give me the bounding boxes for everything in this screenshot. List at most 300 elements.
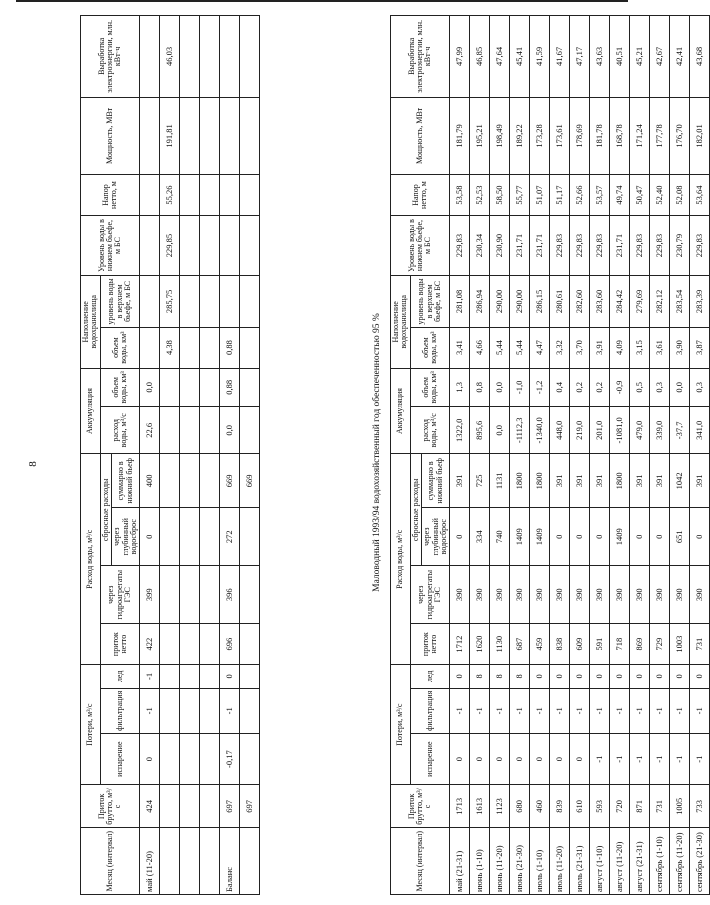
table-cell: 895,6	[470, 407, 490, 454]
table-cell: 390	[550, 566, 570, 624]
header-flow: Расход воды, м³/с	[391, 454, 411, 665]
table-cell: 3,41	[450, 327, 470, 368]
table-cell: 391	[570, 454, 590, 508]
table-row	[220, 16, 240, 895]
table-cell: 460	[530, 785, 550, 828]
table-cell: 43,63	[590, 16, 610, 98]
table-cell: 50,47	[630, 175, 650, 216]
table-cell: 448,0	[550, 407, 570, 454]
table-cell: 334	[470, 508, 490, 566]
table-cell: 422	[140, 624, 160, 665]
table-cell: -1112,3	[510, 407, 530, 454]
table-cell: -1	[530, 688, 550, 733]
header-deep-outlet: через глубинный водосброс	[422, 508, 450, 566]
table-cell	[200, 454, 220, 508]
table-cell: 871	[630, 785, 650, 828]
header-turbines: через гидроагрегаты ГЭС	[410, 566, 450, 624]
table-cell: 0,8	[470, 368, 490, 407]
table-cell	[180, 688, 200, 733]
table-cell: 0	[140, 733, 160, 785]
header-inflow-gross: Приток брутто, м³/с	[81, 785, 140, 828]
table-cell: 0	[490, 733, 510, 785]
table-cell: 1003	[670, 624, 690, 665]
table-cell	[220, 276, 240, 328]
table-cell: 42,41	[670, 16, 690, 98]
header-acc-volume: объем воды, км³	[100, 368, 140, 407]
table-cell: 177,78	[650, 97, 670, 174]
table-cell: 0,0	[220, 407, 240, 454]
table-cell: 178,69	[570, 97, 590, 174]
table-cell	[220, 215, 240, 275]
table-cell: 0,88	[220, 368, 240, 407]
table-cell: -1	[670, 688, 690, 733]
table-cell: 1042	[670, 454, 690, 508]
table-cell: 3,61	[650, 327, 670, 368]
table-cell	[240, 733, 260, 785]
table-cell: 839	[550, 785, 570, 828]
row-label: июль (1-10)	[530, 828, 550, 895]
table-cell: 0	[610, 665, 630, 689]
table-cell: 176,70	[670, 97, 690, 174]
table-cell: 459	[530, 624, 550, 665]
table-cell: -1	[470, 688, 490, 733]
table-cell: 182,01	[690, 97, 710, 174]
header-total-lower: суммарно в нижний бьеф	[422, 454, 450, 508]
table-cell: 282,12	[650, 276, 670, 328]
table-cell: 281,08	[450, 276, 470, 328]
table-cell: 0	[220, 665, 240, 689]
table-cell: 198,49	[490, 97, 510, 174]
table-cell: -37,7	[670, 407, 690, 454]
table-cell	[160, 733, 180, 785]
table-cell: 0	[570, 733, 590, 785]
table-cell: 3,32	[550, 327, 570, 368]
table-cell: 697	[220, 785, 240, 828]
table-cell: 47,99	[450, 16, 470, 98]
table-cell: 0,0	[140, 368, 160, 407]
table-cell	[160, 454, 180, 508]
table-row	[650, 16, 670, 895]
table-cell: 279,69	[630, 276, 650, 328]
table-cell	[200, 97, 220, 174]
table-cell: 0	[650, 508, 670, 566]
table-cell: 290,00	[490, 276, 510, 328]
table-cell: 0	[690, 665, 710, 689]
table-cell: 0	[590, 508, 610, 566]
table-cell: 0	[530, 733, 550, 785]
table-cell: 390	[570, 566, 590, 624]
table-cell	[240, 16, 260, 98]
table-cell: 0,3	[690, 368, 710, 407]
table-cell: 272	[220, 508, 240, 566]
table-cell	[180, 16, 200, 98]
row-label: июль (21-31)	[570, 828, 590, 895]
table-cell: 230,79	[670, 215, 690, 275]
table-cell	[220, 97, 240, 174]
table-cell	[180, 454, 200, 508]
table-cell: 229,83	[590, 215, 610, 275]
table-cell: 0	[570, 665, 590, 689]
table-cell: 53,64	[690, 175, 710, 216]
table-cell: 4,09	[610, 327, 630, 368]
table-cell: 5,44	[490, 327, 510, 368]
table-cell	[180, 97, 200, 174]
table-cell: 1130	[490, 624, 510, 665]
table-cell: 0	[630, 508, 650, 566]
header-fill-volume: объем воды, км³	[410, 327, 450, 368]
table-cell: 53,57	[590, 175, 610, 216]
table-cell: -1	[610, 688, 630, 733]
table-cell: -1	[510, 688, 530, 733]
table-row	[590, 16, 610, 895]
header-month: Месяц (интервал)	[391, 828, 450, 895]
table-cell: 0	[550, 665, 570, 689]
table-row	[530, 16, 550, 895]
table-cell: 173,61	[550, 97, 570, 174]
table-cell: 1800	[610, 454, 630, 508]
header-upper-level: уровень воды в верхнем бьефе, м БС	[100, 276, 140, 328]
header-lower-level: Уровень воды в нижнем бьефе, м БС	[81, 215, 140, 275]
table-cell	[160, 407, 180, 454]
table-cell: -1	[550, 688, 570, 733]
table-cell: 341,0	[690, 407, 710, 454]
table-cell: 52,66	[570, 175, 590, 216]
table-cell: 1409	[530, 508, 550, 566]
table-cell	[180, 733, 200, 785]
table-cell: 390	[510, 566, 530, 624]
table-cell: 229,85	[160, 215, 180, 275]
table-cell: 718	[610, 624, 630, 665]
table-cell	[200, 215, 220, 275]
table-cell	[180, 327, 200, 368]
header-flow: Расход воды, м³/с	[81, 454, 101, 665]
header-accumulation: Аккумуляция	[81, 368, 101, 454]
table-cell: 51,17	[550, 175, 570, 216]
table-cell: -1	[140, 688, 160, 733]
table-cell: 731	[690, 624, 710, 665]
header-power: Мощность, МВт	[81, 97, 140, 174]
table-cell: 610	[570, 785, 590, 828]
table-cell: 47,17	[570, 16, 590, 98]
table-cell	[200, 624, 220, 665]
table-cell: 593	[590, 785, 610, 828]
table-cell: 339,0	[650, 407, 670, 454]
row-label	[240, 828, 260, 895]
table-cell: 720	[610, 785, 630, 828]
table-cell: 49,74	[610, 175, 630, 216]
table-cell: 0	[510, 733, 530, 785]
table-cell	[200, 368, 220, 407]
table-cell: 680	[510, 785, 530, 828]
header-energy: Выработка электроэнергии, млн. кВт·ч	[391, 16, 450, 98]
row-label: сентябрь (1-10)	[650, 828, 670, 895]
header-power: Мощность, МВт	[391, 97, 450, 174]
table-cell: 1123	[490, 785, 510, 828]
table-cell: 391	[630, 454, 650, 508]
table-row	[240, 16, 260, 895]
table-cell: 4,47	[530, 327, 550, 368]
table-cell: 46,85	[470, 16, 490, 98]
table-cell: 171,24	[630, 97, 650, 174]
table-cell	[240, 97, 260, 174]
table-cell: 399	[140, 566, 160, 624]
table-cell: 0,3	[650, 368, 670, 407]
table-cell	[200, 566, 220, 624]
table-cell: 282,60	[570, 276, 590, 328]
table-cell: 391	[590, 454, 610, 508]
table-row	[180, 16, 200, 895]
table-cell: 391	[690, 454, 710, 508]
table-cell: 729	[650, 624, 670, 665]
table-cell	[180, 407, 200, 454]
table-cell	[240, 368, 260, 407]
table-cell: -1	[590, 688, 610, 733]
table-cell: -1	[650, 688, 670, 733]
table-cell	[160, 566, 180, 624]
table-cell: 1131	[490, 454, 510, 508]
table-cell: 0	[570, 508, 590, 566]
table-cell: 219,0	[570, 407, 590, 454]
table-cell: 479,0	[630, 407, 650, 454]
table-cell: 697	[240, 785, 260, 828]
table-cell: 390	[690, 566, 710, 624]
table-cell: -1	[690, 688, 710, 733]
header-fill-volume: объем воды, км³	[100, 327, 140, 368]
table-cell	[140, 175, 160, 216]
table-cell: 1409	[610, 508, 630, 566]
table-cell	[200, 276, 220, 328]
table-cell: 181,79	[450, 97, 470, 174]
table-cell: 0	[590, 665, 610, 689]
table-cell: -1	[140, 665, 160, 689]
table-row	[140, 16, 160, 895]
row-label: июль (11-20)	[550, 828, 570, 895]
table-cell: 609	[570, 624, 590, 665]
table-cell	[200, 16, 220, 98]
row-label	[200, 828, 220, 895]
table-cell	[180, 368, 200, 407]
table-cell: 3,15	[630, 327, 650, 368]
table-cell	[240, 175, 260, 216]
table-cell: 284,42	[610, 276, 630, 328]
header-energy: Выработка электроэнергии, млн. кВт·ч	[81, 16, 140, 98]
table-cell	[200, 733, 220, 785]
table-cell: 173,28	[530, 97, 550, 174]
table-cell	[180, 665, 200, 689]
table-cell: 0	[470, 733, 490, 785]
table-cell: 181,78	[590, 97, 610, 174]
table-cell: 731	[650, 785, 670, 828]
table-low-water-year	[390, 15, 710, 895]
header-inflow-net: приток нетто	[410, 624, 450, 665]
table-cell: 390	[450, 566, 470, 624]
table-cell	[200, 785, 220, 828]
table-cell: 8	[470, 665, 490, 689]
table-cell: 396	[220, 566, 240, 624]
table-cell: 0	[550, 508, 570, 566]
header-inflow-gross: Приток брутто, м³/с	[391, 785, 450, 828]
table-row	[200, 16, 220, 895]
table-cell: -1	[630, 733, 650, 785]
table-cell: 390	[470, 566, 490, 624]
table-cell: 283,39	[690, 276, 710, 328]
header-waste: сбросные расходы	[100, 454, 111, 566]
table-cell: 1409	[510, 508, 530, 566]
table-cell: 733	[690, 785, 710, 828]
table-cell: 1,3	[450, 368, 470, 407]
table-cell	[140, 16, 160, 98]
row-label: июнь (21-30)	[510, 828, 530, 895]
table-cell: 168,78	[610, 97, 630, 174]
table-cell: 0,4	[550, 368, 570, 407]
table-cell	[200, 688, 220, 733]
table-cell: 229,83	[570, 215, 590, 275]
table-cell	[180, 276, 200, 328]
table-cell: -1	[590, 733, 610, 785]
table-cell	[180, 624, 200, 665]
header-turbines: через гидроагрегаты ГЭС	[100, 566, 140, 624]
table-cell: 0	[630, 665, 650, 689]
header-filtration: фильтрация	[410, 688, 450, 733]
table-cell: -0,17	[220, 733, 240, 785]
table-cell: 390	[530, 566, 550, 624]
table-cell: 229,83	[690, 215, 710, 275]
table-cell: -1	[570, 688, 590, 733]
table-cell	[160, 785, 180, 828]
header-ice: лед	[100, 665, 140, 689]
header-head: Напор нетто, м	[81, 175, 140, 216]
table-row	[670, 16, 690, 895]
table-cell: 8	[490, 665, 510, 689]
table-cell	[180, 566, 200, 624]
table-cell: 229,83	[650, 215, 670, 275]
table-cell	[240, 566, 260, 624]
table-row	[160, 16, 180, 895]
table-cell	[240, 508, 260, 566]
table-cell: 390	[650, 566, 670, 624]
table-cell: 390	[490, 566, 510, 624]
table-cell: 0	[450, 733, 470, 785]
header-filtration: фильтрация	[100, 688, 140, 733]
header-acc-flow: расход воды, м³/с	[100, 407, 140, 454]
table-cell: 391	[450, 454, 470, 508]
header-reservoir-fill: Наполнение водохранилища	[81, 276, 101, 368]
table-cell: 0,88	[220, 327, 240, 368]
table-cell	[140, 215, 160, 275]
table-cell	[200, 175, 220, 216]
header-head: Напор нетто, м	[391, 175, 450, 216]
table-cell: 1620	[470, 624, 490, 665]
table-cell	[240, 624, 260, 665]
table-cell	[140, 327, 160, 368]
table-cell: 230,34	[470, 215, 490, 275]
table-cell: 195,21	[470, 97, 490, 174]
table-row	[450, 16, 470, 895]
table-cell: 47,64	[490, 16, 510, 98]
table-cell	[180, 785, 200, 828]
table-cell	[160, 368, 180, 407]
row-label: сентябрь (21-30)	[690, 828, 710, 895]
row-label: июнь (1-10)	[470, 828, 490, 895]
table-cell: 45,21	[630, 16, 650, 98]
table-cell: 1005	[670, 785, 690, 828]
table-cell: 230,90	[490, 215, 510, 275]
table-cell: -1	[630, 688, 650, 733]
row-label: август (21-31)	[630, 828, 650, 895]
table-cell: 0	[650, 665, 670, 689]
row-label: сентябрь (11-20)	[670, 828, 690, 895]
table-cell: 0	[530, 665, 550, 689]
header-inflow-net: приток нетто	[100, 624, 140, 665]
table-cell: 391	[650, 454, 670, 508]
table-cell: 231,71	[530, 215, 550, 275]
table-cell	[240, 327, 260, 368]
table-cell: -1	[450, 688, 470, 733]
table-cell: 400	[140, 454, 160, 508]
page-number: 8	[26, 461, 39, 467]
table-cell: 390	[610, 566, 630, 624]
table-row	[490, 16, 510, 895]
table-cell: 424	[140, 785, 160, 828]
row-label: август (11-20)	[610, 828, 630, 895]
table-cell: 201,0	[590, 407, 610, 454]
table-cell	[160, 624, 180, 665]
table-cell: 22,6	[140, 407, 160, 454]
header-accumulation: Аккумуляция	[391, 368, 411, 454]
table-cell: 290,00	[510, 276, 530, 328]
table-cell: 285,75	[160, 276, 180, 328]
table-row	[690, 16, 710, 895]
table-cell	[220, 175, 240, 216]
table-cell	[200, 327, 220, 368]
table-cell	[240, 215, 260, 275]
table-cell: 52,40	[650, 175, 670, 216]
table-cell: 52,53	[470, 175, 490, 216]
table-cell: -1	[610, 733, 630, 785]
table-cell	[200, 508, 220, 566]
table-cell: 280,61	[550, 276, 570, 328]
table-cell: 0	[550, 733, 570, 785]
table-cell: 43,68	[690, 16, 710, 98]
table-cell: 3,87	[690, 327, 710, 368]
header-acc-flow: расход воды, м³/с	[410, 407, 450, 454]
header-ice: лед	[410, 665, 450, 689]
table-cell: 687	[510, 624, 530, 665]
table-cell: 3,90	[670, 327, 690, 368]
header-waste: сбросные расходы	[410, 454, 421, 566]
header-losses: Потери, м³/с	[81, 665, 101, 785]
header-total-lower: суммарно в нижний бьеф	[112, 454, 140, 508]
table-cell: 0	[690, 508, 710, 566]
header-lower-level: Уровень воды в нижнем бьефе, м БС	[391, 215, 450, 275]
table-cell	[240, 276, 260, 328]
table-cell: -1	[220, 688, 240, 733]
table-cell: 191,81	[160, 97, 180, 174]
table-cell: 231,71	[510, 215, 530, 275]
table-cell: 55,77	[510, 175, 530, 216]
table-cell: 3,70	[570, 327, 590, 368]
row-label	[160, 828, 180, 895]
table-cell: 869	[630, 624, 650, 665]
table-cell: 231,71	[610, 215, 630, 275]
table-cell: 591	[590, 624, 610, 665]
table-cell: -1,2	[530, 368, 550, 407]
table-cell: 229,83	[450, 215, 470, 275]
table-cell: 1613	[470, 785, 490, 828]
table-cell: 46,03	[160, 16, 180, 98]
table-cell: -1	[690, 733, 710, 785]
row-label: Баланс	[220, 828, 240, 895]
